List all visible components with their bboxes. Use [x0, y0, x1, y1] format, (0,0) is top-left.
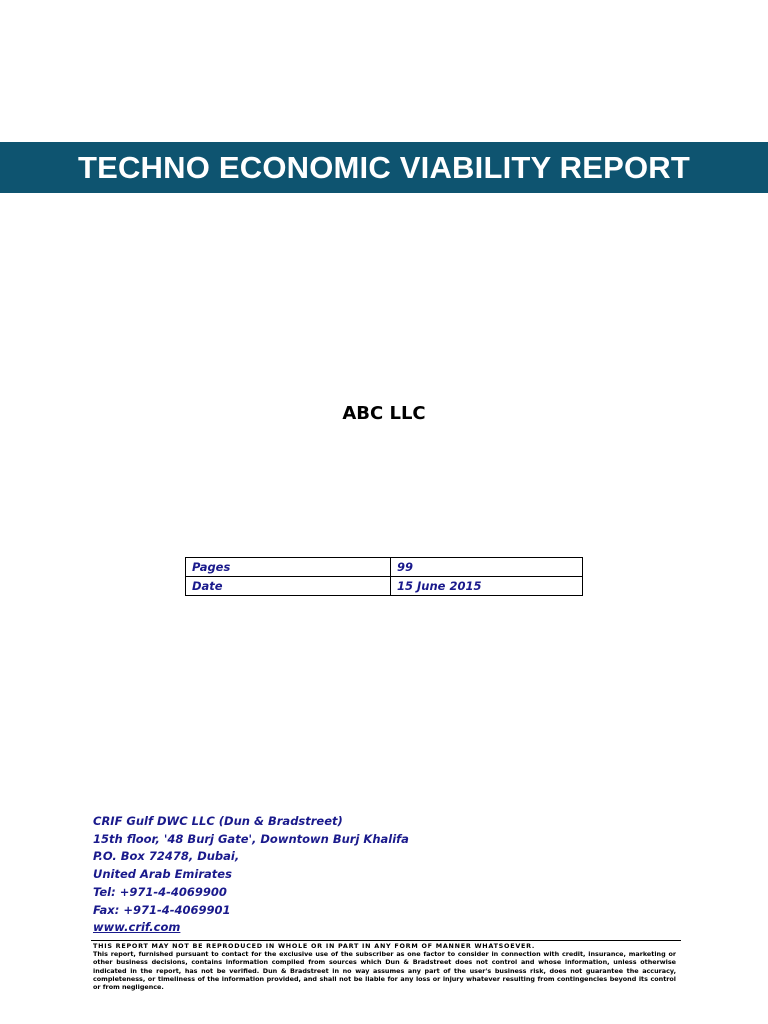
company-name: ABC LLC [342, 403, 426, 424]
table-row [186, 577, 583, 596]
title-banner [0, 142, 768, 193]
date-value: 15 June 2015 [391, 577, 583, 596]
disclaimer [93, 942, 676, 991]
address-line-2: P.O. Box 72478, Dubai, [93, 849, 240, 864]
address-line-1: 15th floor, '48 Burj Gate', Downtown Burj Khalifa [93, 831, 409, 846]
pages-label: Pages [186, 558, 391, 577]
organization-name: CRIF Gulf DWC LLC (Dun & Bradstreet) [93, 814, 343, 828]
website-link[interactable]: www.crif.com [93, 920, 181, 935]
address-country: United Arab Emirates [93, 867, 232, 882]
pages-value: 99 [391, 558, 583, 577]
telephone: Tel: +971-4-4069900 [93, 884, 227, 899]
date-label: Date [186, 577, 391, 596]
divider [91, 940, 681, 941]
details-table [185, 557, 583, 596]
fax: Fax: +971-4-4069901 [93, 902, 231, 917]
contact-address [93, 813, 409, 937]
disclaimer-heading: THIS REPORT MAY NOT BE REPRODUCED IN WHOLE OR IN PART IN ANY FORM OF MANNER WHATSOEVER. [93, 942, 536, 950]
report-title: TECHNO ECONOMIC VIABILITY REPORT [77, 149, 691, 185]
disclaimer-body: This report, furnished pursuant to contact for the exclusive use of the subscriber as one factor to consider in connection with credit, insurance, marketing or other business decisions, contains information compiled from sources which Dun & Bradstreet does not control and whose information, unless otherwise indicated in the report, has not be verified. Dun & Bradstreet in no way assumes any part of the user's business risk, does not guarantee the accuracy, completeness, or timeliness of the information provided, and shall not be liable for any loss or injury whatever resulting from contingencies beyond its control or from negligence. [93, 950, 676, 992]
table-row [186, 558, 583, 577]
